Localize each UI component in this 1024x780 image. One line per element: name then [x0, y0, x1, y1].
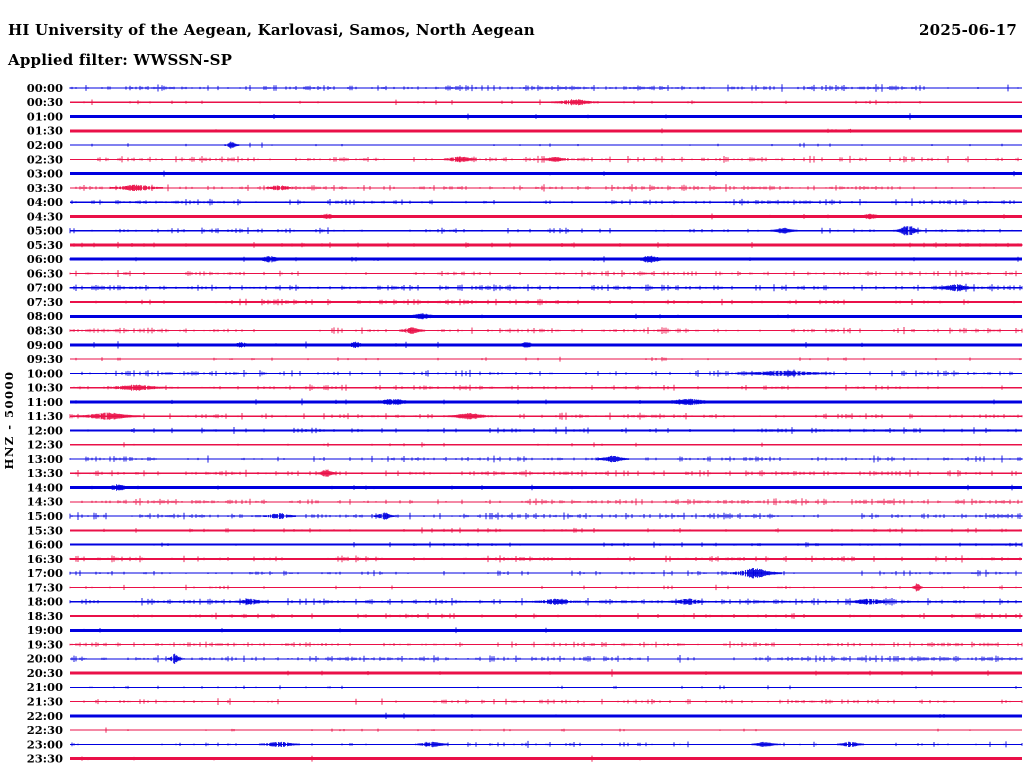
trace-row	[27, 423, 1022, 437]
trace-row	[27, 723, 1022, 737]
trace-time-label: 19:30	[26, 637, 63, 652]
trace-time-label: 04:30	[26, 209, 63, 224]
trace-row	[27, 181, 1022, 195]
trace-time-label: 09:00	[26, 337, 63, 352]
station-title: HI University of the Aegean, Karlovasi, Samos, North Aegean	[8, 21, 535, 39]
trace-time-label: 14:30	[26, 494, 63, 509]
trace-row	[27, 695, 1022, 709]
trace-time-label: 18:30	[26, 608, 63, 623]
trace-row	[27, 680, 1022, 694]
trace-row	[27, 609, 1022, 623]
trace-row	[27, 381, 1022, 395]
trace-row	[27, 95, 1022, 109]
trace-row	[27, 652, 1022, 666]
trace-time-label: 01:00	[26, 109, 63, 124]
trace-time-label: 22:30	[26, 723, 63, 737]
trace-time-label: 22:00	[26, 708, 63, 723]
trace-time-label: 16:00	[26, 537, 63, 552]
trace-row	[27, 709, 1022, 723]
trace-row	[27, 167, 1022, 181]
trace-time-label: 20:00	[26, 651, 63, 666]
y-axis-channel-scale-label: HNZ - 50000	[2, 370, 16, 470]
trace-time-label: 00:30	[26, 95, 63, 110]
trace-row	[27, 552, 1022, 566]
plot-date: 2025-06-17	[919, 21, 1017, 39]
trace-row	[27, 295, 1022, 309]
trace-time-label: 01:30	[26, 123, 63, 138]
trace-row	[27, 481, 1022, 495]
trace-time-label: 03:00	[26, 166, 63, 181]
trace-time-label: 23:30	[26, 751, 63, 766]
trace-row	[27, 152, 1022, 166]
trace-time-label: 15:30	[26, 523, 63, 538]
trace-time-label: 13:30	[26, 466, 63, 481]
trace-row	[27, 81, 1022, 95]
trace-time-label: 12:00	[26, 423, 63, 438]
trace-time-label: 13:00	[26, 451, 63, 466]
trace-time-label: 20:30	[26, 666, 63, 680]
trace-time-label: 06:00	[26, 252, 63, 267]
trace-time-label: 10:30	[26, 380, 63, 395]
trace-row	[27, 595, 1022, 609]
trace-time-label: 14:00	[26, 480, 63, 495]
trace-row	[27, 366, 1022, 380]
trace-time-label: 08:00	[26, 309, 63, 324]
trace-time-label: 15:00	[26, 509, 63, 523]
trace-row	[27, 752, 1022, 766]
trace-row	[27, 252, 1022, 266]
trace-time-label: 19:00	[26, 623, 63, 638]
trace-row	[27, 209, 1022, 223]
trace-time-label: 17:00	[26, 566, 63, 581]
trace-row	[27, 495, 1022, 509]
trace-time-label: 02:00	[26, 138, 63, 152]
trace-time-label: 12:30	[26, 437, 63, 452]
trace-row	[27, 637, 1022, 651]
trace-row	[27, 338, 1022, 352]
trace-time-label: 18:00	[26, 594, 63, 609]
trace-time-label: 21:30	[26, 694, 63, 709]
trace-time-label: 08:30	[26, 323, 63, 338]
trace-time-label: 06:30	[26, 266, 63, 281]
trace-time-label: 10:00	[26, 366, 63, 381]
trace-row	[27, 566, 1022, 580]
trace-row	[27, 438, 1022, 452]
trace-row	[27, 580, 1022, 594]
trace-time-label: 04:00	[26, 195, 63, 210]
trace-time-label: 05:00	[26, 223, 63, 238]
trace-row	[27, 509, 1022, 523]
trace-row	[27, 281, 1022, 295]
trace-row	[27, 224, 1022, 238]
trace-time-label: 09:30	[26, 352, 63, 366]
trace-time-label: 00:00	[26, 80, 63, 95]
trace-row	[27, 195, 1022, 209]
trace-row	[27, 737, 1022, 751]
trace-row	[27, 538, 1022, 552]
trace-row	[27, 623, 1022, 637]
trace-time-label: 11:30	[26, 409, 63, 424]
trace-row	[27, 395, 1022, 409]
trace-time-label: 03:30	[26, 180, 63, 195]
trace-row	[27, 266, 1022, 280]
trace-row	[27, 109, 1022, 123]
trace-row	[27, 452, 1022, 466]
trace-time-label: 16:30	[26, 551, 63, 566]
trace-row	[27, 466, 1022, 480]
trace-row	[27, 523, 1022, 537]
trace-row	[27, 324, 1022, 338]
trace-row	[27, 409, 1022, 423]
trace-row	[27, 352, 1022, 366]
trace-time-label: 21:00	[26, 680, 63, 695]
trace-row	[27, 238, 1022, 252]
trace-time-label: 02:30	[26, 152, 63, 167]
trace-time-label: 11:00	[26, 394, 63, 409]
trace-row	[27, 666, 1022, 680]
trace-time-label: 17:30	[26, 580, 63, 595]
trace-row	[27, 138, 1022, 152]
trace-time-label: 05:30	[26, 237, 63, 252]
trace-time-label: 07:30	[26, 294, 63, 309]
trace-time-label: 23:00	[26, 737, 63, 752]
trace-time-label: 07:00	[26, 280, 63, 295]
trace-row	[27, 309, 1022, 323]
applied-filter-label: Applied filter: WWSSN-SP	[8, 51, 233, 69]
trace-row	[27, 124, 1022, 138]
